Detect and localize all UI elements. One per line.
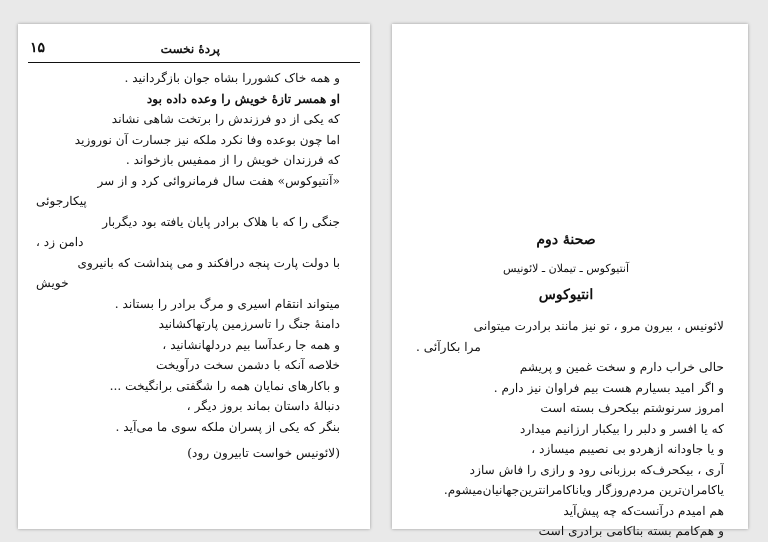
scene-title: صحنهٔ دوم	[536, 232, 596, 248]
left-text-block	[36, 68, 340, 464]
text-line: و هم‌کامم بسته بناکامی برادری است	[538, 524, 724, 538]
right-page	[392, 24, 748, 538]
text-line: یاکامران‌ترین مردم‌روزگار ویاناکامرانترین‌جهانیان‌میشوم.	[443, 483, 724, 497]
left-page	[18, 24, 370, 529]
text-line: میتواند انتقام اسیری و مرگ برادر را بستاند .	[114, 296, 340, 311]
text-line: و یا جاودانه ازهردو بی نصیبم میسازد ،	[531, 442, 724, 456]
text-line: امروز سرنوشتم بیکحرف بسته است	[540, 401, 724, 415]
text-line: خلاصه آنکه با دشمن سخت درآویخت	[155, 358, 340, 372]
text-line: و اگر امید بسیارم هست بیم فراوان نیز دارم .	[493, 380, 724, 395]
text-line: که یکی از دو فرزندش را برتخت شاهی نشاند	[111, 112, 340, 126]
text-line: بنگر که یکی از پسران ملکه سوی ما می‌آید .	[115, 419, 340, 434]
text-line: آری ، بیکحرف‌که برزبانی رود و رازی را فاش سازد	[469, 462, 724, 477]
text-line: و همه خاک کشوررا بشاه جوان بازگردانید .	[124, 71, 340, 85]
text-line: جنگی را که با هلاک برادر پایان یافته بود دیگربار	[102, 214, 340, 229]
text-line-continuation: خویش	[36, 276, 69, 290]
text-line: اما چون بوعده وفا نکرد ملکه نیز جسارت آن نوروزید	[74, 132, 340, 147]
text-line: دنبالهٔ داستان بماند بروز دیگر ،	[186, 399, 340, 413]
running-title: پردهٔ نخست	[160, 42, 220, 56]
cast-list: آنتیوکوس ـ تیملان ـ لائونیس	[502, 262, 630, 275]
text-line: حالی خراب دارم و سخت غمین و پریشم	[519, 360, 724, 374]
speaker-name: انتیوکوس	[538, 287, 594, 303]
text-line: «آنتیوکوس» هفت سال فرمانروائی کرد و از سر	[97, 173, 340, 188]
text-line: او همسر تازهٔ خویش را وعده داده بود	[146, 91, 340, 106]
text-line-continuation: دامن زد ،	[36, 235, 84, 249]
text-line: که فرزندان خویش را از ممفیس بازخواند .	[125, 153, 340, 167]
text-line: با دولت پارت پنجه درافکند و می پنداشت که بانیروی	[77, 255, 340, 270]
right-text-block	[416, 316, 724, 542]
text-line: و همه جا رعدآسا بیم دردلهانشانید ،	[162, 337, 340, 352]
text-line: دامنهٔ جنگ را تاسرزمین پارتهاکشانید	[158, 317, 340, 331]
text-line-continuation: پیکارجوئی	[36, 194, 87, 208]
stage-direction: (لائونیس خواست تابیرون رود)	[187, 446, 340, 460]
running-head	[28, 42, 360, 63]
text-line: که یا افسر و دلبر را بیکبار ارزانیم میدارد	[519, 421, 724, 436]
text-line: لائونیس ، بیرون مرو ، تو نیز مانند برادرت میتوانی	[473, 319, 724, 333]
text-line: و باکارهای نمایان همه را شگفتی برانگیخت ...	[109, 378, 340, 393]
page-number: ۱۵	[30, 40, 46, 56]
text-line: هم امیدم درآنست‌که چه پیش‌آید	[563, 503, 724, 518]
text-line-continuation: مرا بکارآئی .	[416, 339, 481, 354]
